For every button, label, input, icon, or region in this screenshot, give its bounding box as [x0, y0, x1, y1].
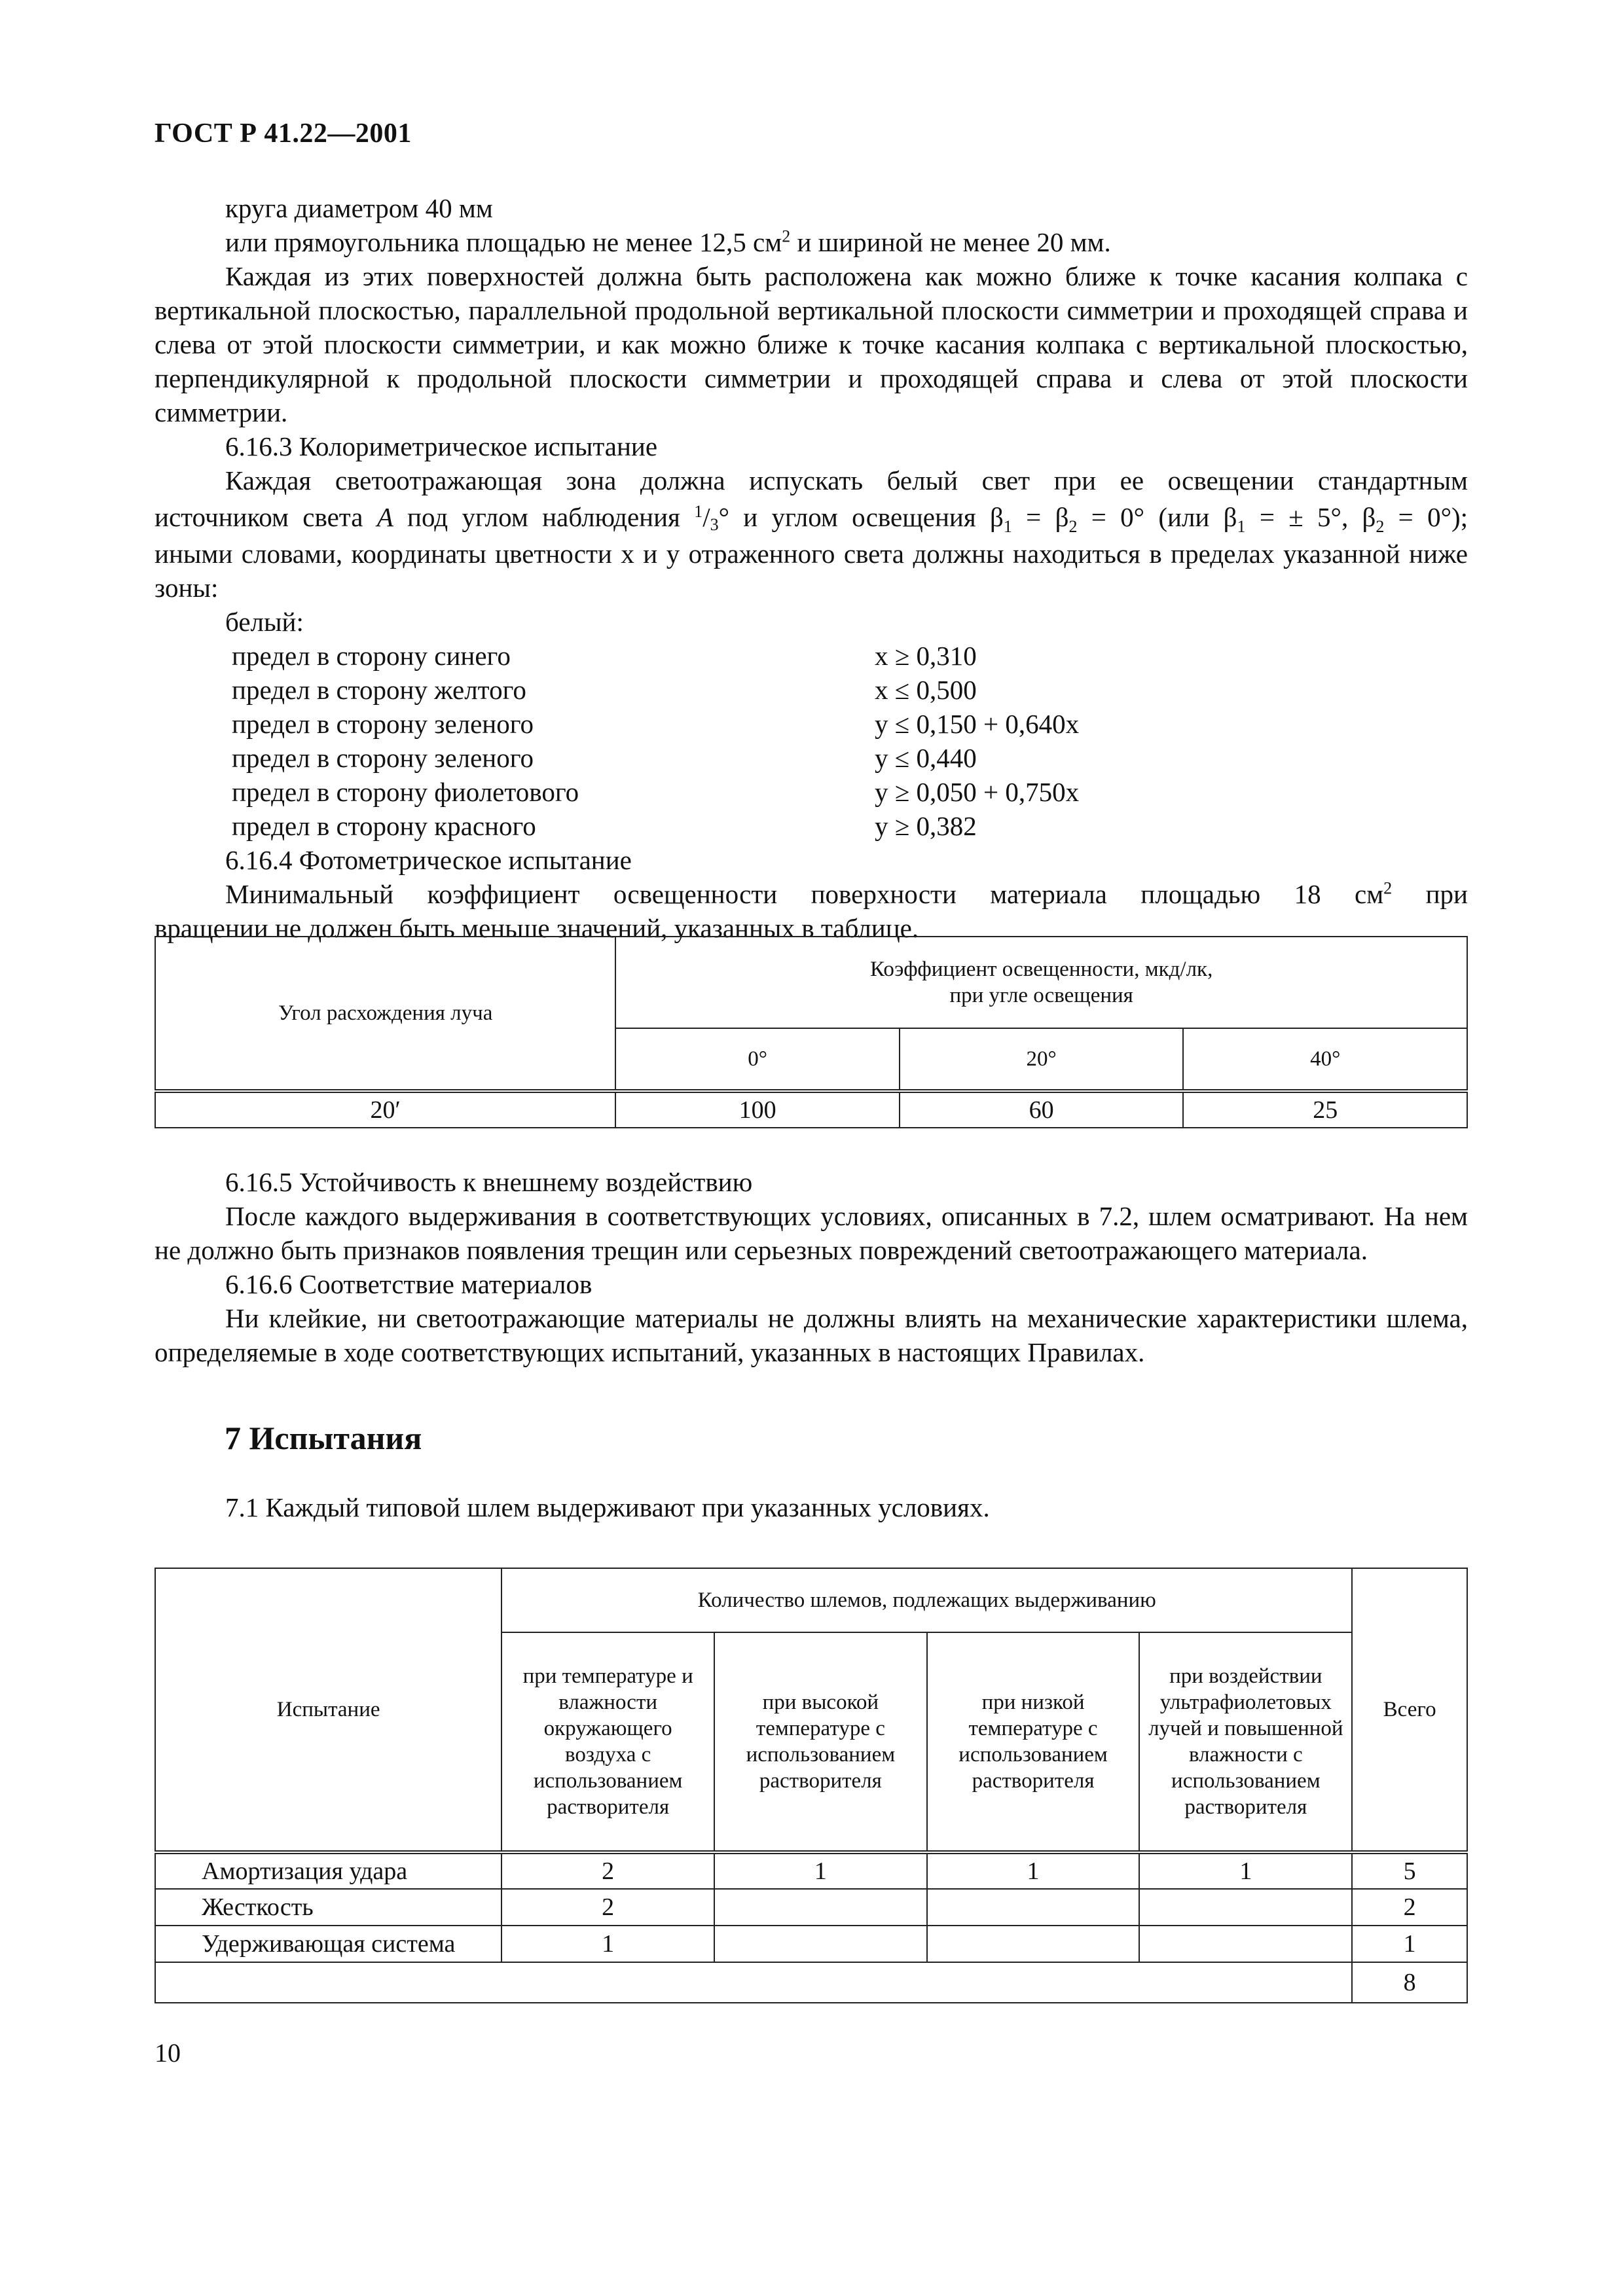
table-cell: 2: [501, 1889, 714, 1926]
limit-formula: y ≥ 0,382: [875, 811, 977, 841]
header-ambient: при температуре и влажности окружающего воздуха с использованием растворителя: [501, 1632, 714, 1852]
limit-formula: y ≥ 0,050 + 0,750x: [875, 777, 1080, 807]
table-cell: 1: [714, 1852, 927, 1889]
table-cell: [927, 1889, 1140, 1926]
limit-row: [232, 809, 1468, 843]
header-angle: 20°: [900, 1028, 1184, 1091]
label-white: белый:: [225, 607, 304, 637]
photometric-table: [155, 936, 1468, 1128]
table-row: [155, 1926, 1467, 1962]
tests-table: [155, 1568, 1468, 2003]
table-row-grand-total: [155, 1962, 1467, 2003]
limit-row: [232, 741, 1468, 775]
page-number: 10: [155, 2038, 181, 2068]
table-cell: 2: [501, 1852, 714, 1889]
header-angle: 0°: [615, 1028, 900, 1091]
header-angle: 40°: [1183, 1028, 1467, 1091]
limit-formula: y ≤ 0,440: [875, 743, 977, 773]
paragraph-stability: После каждого выдерживания в соответствующих условиях, описанных в 7.2, шлем осматривают. На нем не должно быть признаков появления трещин или серьезных повреждений светоотражающего материала.: [155, 1201, 1468, 1265]
limit-label: предел в сторону зеленого: [232, 743, 534, 773]
table-cell-empty: [155, 1962, 1352, 2003]
table-cell: 1: [927, 1852, 1140, 1889]
text-block-stability: [155, 1165, 1468, 1369]
section-6-16-4-heading: 6.16.4 Фотометрическое испытание: [225, 845, 632, 875]
section-7-heading: 7 Испытания: [225, 1420, 422, 1456]
limit-row: [232, 639, 1468, 673]
table-cell-total: 5: [1352, 1852, 1467, 1889]
table-cell: 100: [615, 1091, 900, 1128]
header-beam-angle: Угол расхождения луча: [155, 937, 615, 1091]
paragraph-7-1: 7.1 Каждый типовой шлем выдерживают при указанных условиях.: [225, 1492, 990, 1522]
document-code: ГОСТ Р 41.22—2001: [155, 118, 412, 149]
table-row: [155, 1852, 1467, 1889]
limit-label: предел в сторону зеленого: [232, 709, 534, 739]
table-cell: 1: [1139, 1852, 1352, 1889]
table-cell: 25: [1183, 1091, 1467, 1128]
limit-row: [232, 673, 1468, 707]
paragraph-line: Минимальный коэффициент освещенности поверхности материала площадью 18 $см^2$ при: [225, 878, 1468, 909]
table-cell: [927, 1926, 1140, 1962]
header-test: Испытание: [155, 1568, 501, 1852]
limit-row: [232, 775, 1468, 809]
limit-row: [232, 707, 1468, 741]
section-6-16-6-heading: 6.16.6 Соответствие материалов: [225, 1269, 593, 1299]
table-cell: 20′: [155, 1091, 615, 1128]
header-coefficient: Коэффициент освещенности, мкд/лк, при угле освещения: [615, 937, 1467, 1028]
paragraph-line: или прямоугольника площадью не менее 12,5 $см^2$ и шириной не менее 20 мм.: [225, 226, 1111, 257]
table-cell: 60: [900, 1091, 1184, 1128]
header-high-temp: при высокой температуре с использованием растворителя: [714, 1632, 927, 1852]
limit-formula: x ≤ 0,500: [875, 675, 977, 705]
paragraph-line: источником света A под углом наблюдения $^1$/3° и углом освещения $\beta_1 = \beta_2 = 0^\circ$ (или $\beta_1$ = ± 5°, $\beta_2 = 0^\circ$);: [155, 502, 1468, 537]
limit-formula: y ≤ 0,150 + 0,640x: [875, 709, 1080, 739]
header-helmet-count: Количество шлемов, подлежащих выдерживанию: [501, 1568, 1352, 1632]
section-6-16-3-heading: 6.16.3 Колориметрическое испытание: [225, 431, 658, 461]
paragraph-line: круга диаметром 40 мм: [225, 193, 493, 223]
text-block-intro: [155, 191, 1468, 945]
table-cell-total: 1: [1352, 1926, 1467, 1962]
paragraph-line: Каждая светоотражающая зона должна испускать белый свет при ее освещении стандартным: [225, 465, 1468, 495]
grand-total: 8: [1352, 1962, 1467, 2003]
chromaticity-limits: [232, 639, 1468, 843]
table-cell: [1139, 1889, 1352, 1926]
paragraph-materials: Ни клейкие, ни светоотражающие материалы не должны влиять на механические характеристики шлема, определяемые в ходе соответствующих испытаний, указанных в настоящих Правилах.: [155, 1303, 1468, 1367]
limit-label: предел в сторону фиолетового: [232, 777, 579, 807]
limit-label: предел в сторону желтого: [232, 675, 526, 705]
table-cell: 1: [501, 1926, 714, 1962]
test-name: Амортизация удара: [155, 1852, 501, 1889]
paragraph-chromaticity: иными словами, координаты цветности x и y отраженного света должны находиться в пределах указанной ниже зоны:: [155, 539, 1468, 603]
limit-label: предел в сторону красного: [232, 811, 536, 841]
header-uv: при воздействии ультрафиолетовых лучей и повышенной влажности с использованием растворителя: [1139, 1632, 1352, 1852]
paragraph-line: вращении не должен быть меньше значений, указанных в таблице.: [155, 913, 919, 943]
table-cell: [714, 1926, 927, 1962]
paragraph-surfaces: Каждая из этих поверхностей должна быть расположена как можно ближе к точке касания колпака с вертикальной плоскостью, параллельной продольной вертикальной плоскости симметрии и проходящей справа и слева от этой плоскости симметрии, и как можно ближе к точке касания колпака с вертикальной плоскостью, перпендикулярной к продольной плоскости симметрии и проходящей справа и слева от этой плоскости симметрии.: [155, 261, 1468, 427]
test-name: Удерживающая система: [155, 1926, 501, 1962]
test-name: Жесткость: [155, 1889, 501, 1926]
section-6-16-5-heading: 6.16.5 Устойчивость к внешнему воздействию: [225, 1167, 753, 1197]
limit-formula: x ≥ 0,310: [875, 641, 977, 671]
table-cell-total: 2: [1352, 1889, 1467, 1926]
header-total: Всего: [1352, 1568, 1467, 1852]
text-block-7-1: [155, 1490, 1468, 1524]
table-cell: [714, 1889, 927, 1926]
table-row: [155, 1889, 1467, 1926]
limit-label: предел в сторону синего: [232, 641, 511, 671]
header-low-temp: при низкой температуре с использованием растворителя: [927, 1632, 1140, 1852]
table-cell: [1139, 1926, 1352, 1962]
